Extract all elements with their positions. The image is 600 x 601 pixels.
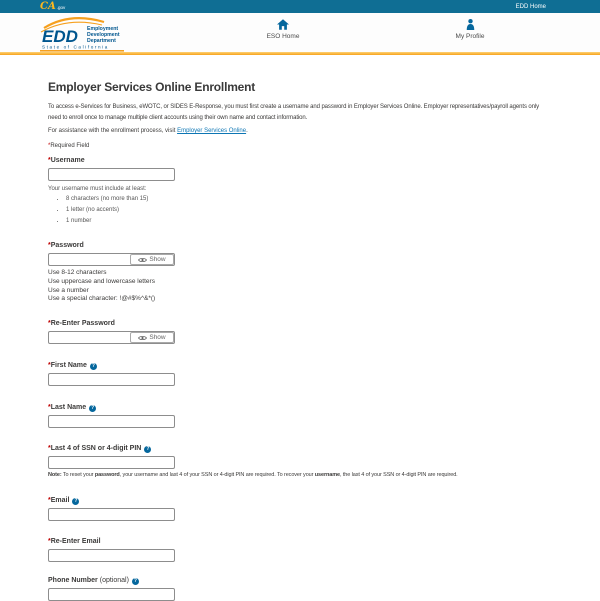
email-group bbox=[48, 497, 175, 521]
eye-icon bbox=[138, 335, 147, 341]
password-group bbox=[48, 242, 175, 304]
edd-home-link[interactable]: EDD Home bbox=[515, 3, 546, 10]
intro-paragraph: To access e-Services for Business, eWOTC, or SIDES E-Response, you must first create a username and password in Employer Services Online. Employer representatives/payroll agents only need to enroll once to manage multiple client accounts using their own name and contact information. bbox=[48, 104, 540, 121]
first-name-label: *First Name ? bbox=[48, 362, 95, 369]
ssn-pin-note: Note: To reset your password, your username and last 4 of your SSN or 4-digit PIN are required. To recover your username, the last 4 of your SSN or 4-digit PIN are required. bbox=[48, 472, 458, 478]
cagov-logo-ca: CA bbox=[40, 0, 56, 12]
last-name-label: *Last Name ? bbox=[48, 404, 95, 411]
first-name-help-icon[interactable]: ? bbox=[91, 363, 95, 369]
reenter-password-label: *Re-Enter Password bbox=[48, 320, 115, 327]
username-req-item: • 1 letter (no accents) bbox=[66, 207, 175, 213]
site-header bbox=[0, 13, 600, 52]
phone-group bbox=[48, 577, 175, 601]
phone-help-icon[interactable]: ? bbox=[133, 578, 137, 584]
last-name-group bbox=[48, 404, 175, 428]
reenter-email-group bbox=[48, 538, 175, 562]
username-input[interactable] bbox=[48, 168, 175, 181]
last-name-input[interactable] bbox=[48, 415, 175, 428]
password-show-button[interactable]: Show bbox=[130, 254, 174, 265]
first-name-group bbox=[48, 362, 175, 386]
svg-text:Employment: Employment bbox=[87, 26, 119, 32]
edd-logo-acronym: EDD bbox=[42, 27, 78, 46]
nav-my-profile-label: My Profile bbox=[455, 33, 485, 40]
username-requirements-list bbox=[58, 196, 175, 224]
gold-divider bbox=[0, 52, 600, 55]
nav-my-profile[interactable] bbox=[425, 19, 515, 40]
password-rules: Use 8-12 characters Use uppercase and lowercase letters Use a number Use a special character: !@#$%^&*() bbox=[48, 269, 156, 303]
edd-logo-tagline: State of California bbox=[42, 44, 109, 50]
username-req-item: • 8 characters (no more than 15) bbox=[66, 196, 175, 202]
ssn-pin-label: *Last 4 of SSN or 4-digit PIN ? bbox=[48, 445, 150, 452]
nav-eso-home[interactable] bbox=[238, 19, 328, 40]
ssn-pin-help-icon[interactable]: ? bbox=[146, 446, 150, 452]
required-field-note: *Required Field bbox=[48, 143, 90, 149]
username-group bbox=[48, 157, 175, 229]
email-input[interactable] bbox=[48, 508, 175, 521]
phone-input[interactable] bbox=[48, 588, 175, 601]
reenter-email-input[interactable] bbox=[48, 549, 175, 562]
edd-logo[interactable] bbox=[40, 15, 126, 57]
svg-text:Department: Department bbox=[87, 38, 116, 44]
employer-services-online-link[interactable]: Employer Services Online bbox=[177, 128, 247, 134]
nav-eso-home-label: ESO Home bbox=[266, 33, 300, 40]
reenter-password-show-button[interactable]: Show bbox=[130, 332, 174, 343]
cagov-logo[interactable] bbox=[40, 2, 65, 12]
username-hint-title: Your username must include at least: bbox=[48, 186, 147, 192]
cagov-logo-gov: .gov bbox=[56, 5, 66, 10]
reenter-password-group bbox=[48, 320, 175, 344]
username-req-item: • 1 number bbox=[66, 218, 175, 224]
person-icon bbox=[465, 19, 476, 30]
reenter-email-label: *Re-Enter Email bbox=[48, 538, 101, 545]
page-title: Employer Services Online Enrollment bbox=[48, 80, 256, 94]
svg-text:Development: Development bbox=[87, 32, 120, 38]
ssn-pin-input[interactable] bbox=[48, 456, 175, 469]
username-label: *Username bbox=[48, 157, 85, 164]
eye-icon bbox=[138, 257, 147, 263]
ssn-pin-group bbox=[48, 445, 508, 478]
assistance-line: For assistance with the enrollment process, visit Employer Services Online. bbox=[48, 128, 248, 134]
top-utility-bar bbox=[0, 0, 600, 13]
email-label: *Email ? bbox=[48, 497, 78, 504]
last-name-help-icon[interactable]: ? bbox=[91, 405, 95, 411]
home-icon bbox=[277, 19, 289, 30]
password-label: *Password bbox=[48, 242, 84, 249]
email-help-icon[interactable]: ? bbox=[74, 498, 78, 504]
first-name-input[interactable] bbox=[48, 373, 175, 386]
phone-label: Phone Number (optional) ? bbox=[48, 577, 137, 584]
